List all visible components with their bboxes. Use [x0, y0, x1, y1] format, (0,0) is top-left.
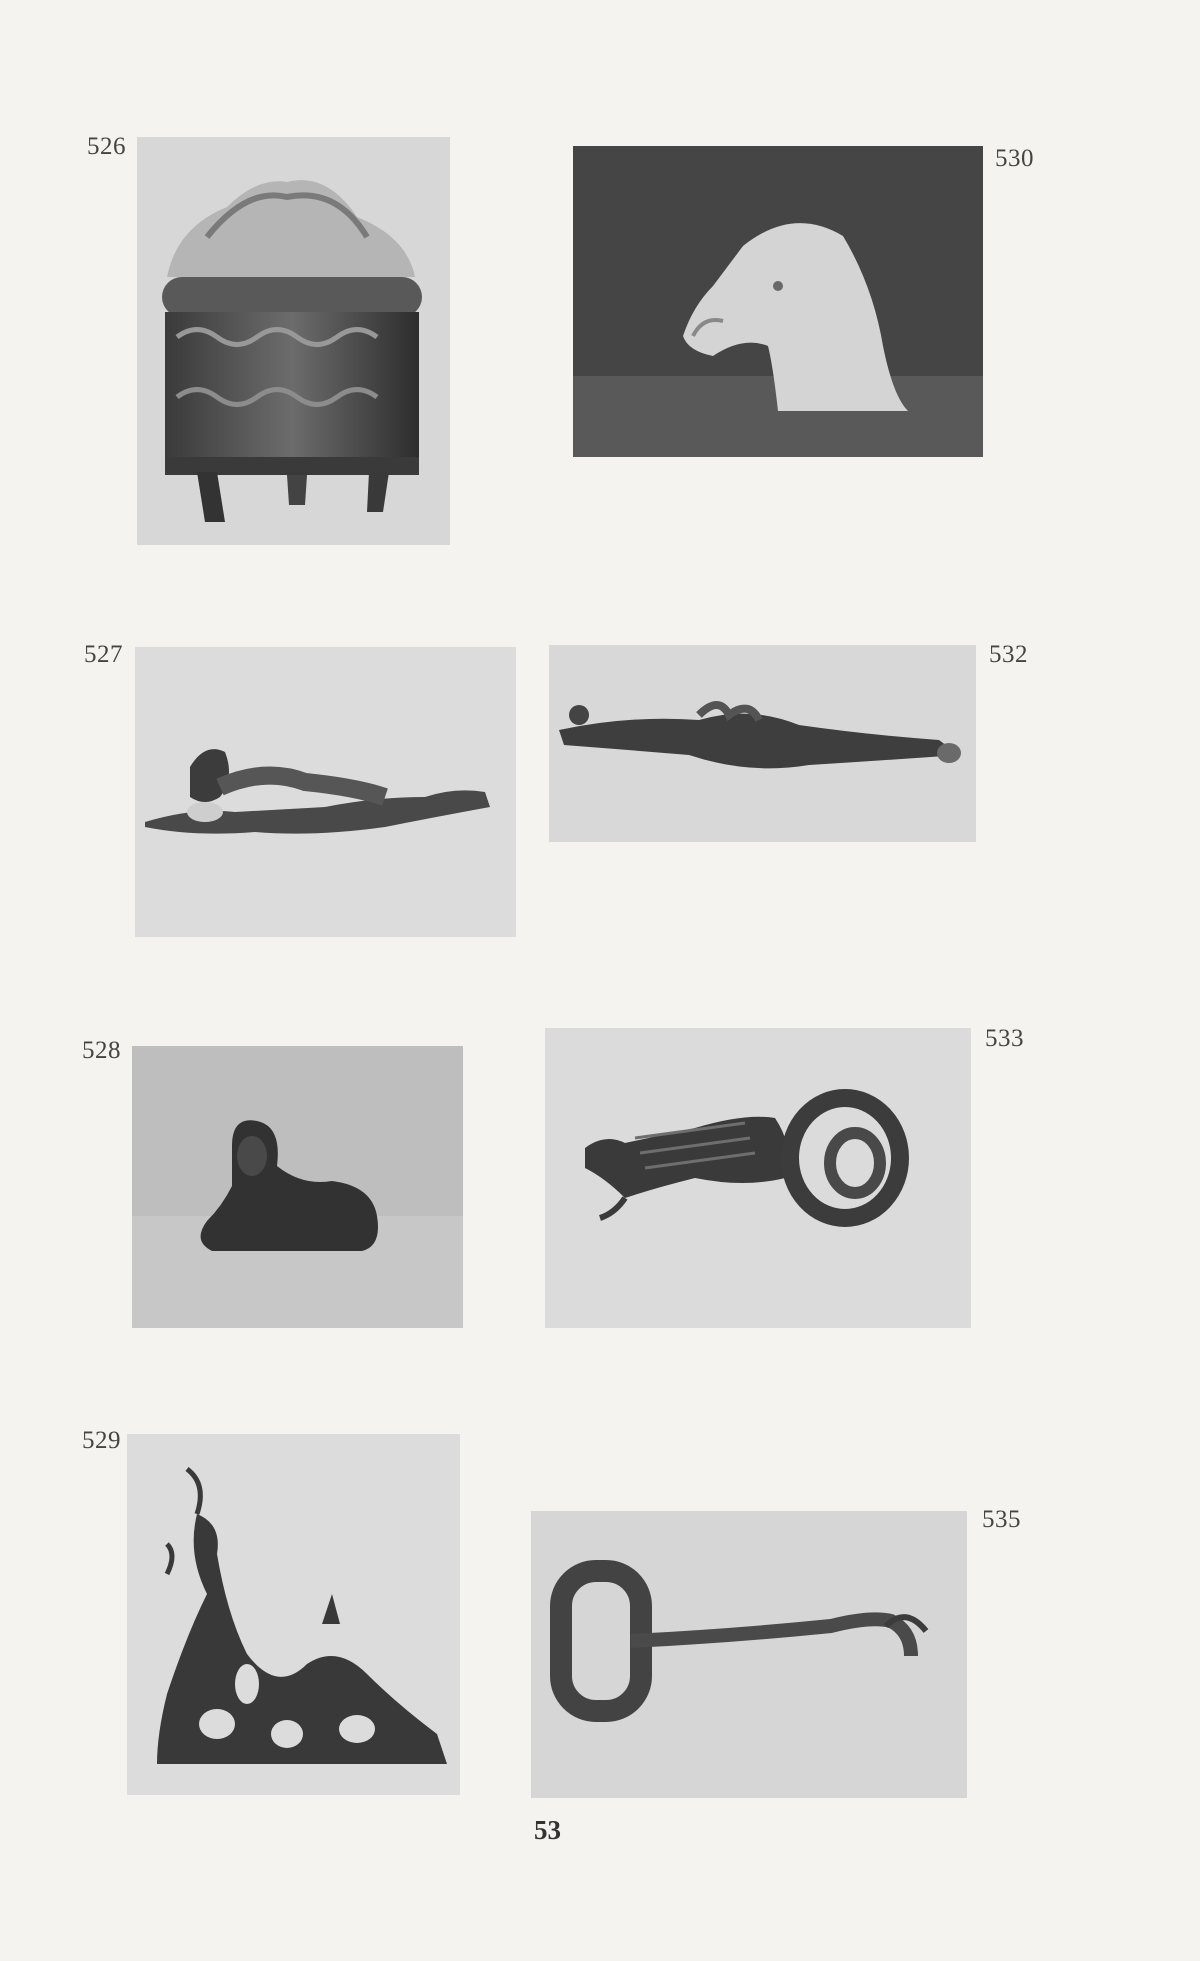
plate-535-ring-hook: [531, 1511, 967, 1798]
figure-number-526: 526: [87, 133, 126, 160]
plate-528-crouching-feline: [132, 1046, 463, 1328]
figure-number-527: 527: [84, 641, 123, 668]
figure-number-535: 535: [982, 1506, 1021, 1533]
figure-number-530: 530: [995, 145, 1034, 172]
plate-529-openwork-dragon: [127, 1434, 460, 1795]
ring-hook-image: [531, 1511, 967, 1798]
reclining-beast-image: [135, 647, 516, 937]
plate-532-dragon-hook: [549, 645, 976, 842]
plate-530-horse-head: [573, 146, 983, 457]
openwork-dragon-image: [127, 1434, 460, 1795]
dragon-hook-image: [549, 645, 976, 842]
figure-number-529: 529: [82, 1427, 121, 1454]
horse-head-image: [573, 146, 983, 457]
vessel-image: [137, 137, 450, 545]
figure-number-532: 532: [989, 641, 1028, 668]
page-number: 53: [534, 1815, 561, 1845]
figure-number-528: 528: [82, 1037, 121, 1064]
coiled-beast-image: [545, 1028, 971, 1328]
plate-527-reclining-beast: [135, 647, 516, 937]
plate-526-vessel: [137, 137, 450, 545]
crouching-feline-image: [132, 1046, 463, 1328]
plate-533-coiled-beast: [545, 1028, 971, 1328]
figure-number-533: 533: [985, 1025, 1024, 1052]
